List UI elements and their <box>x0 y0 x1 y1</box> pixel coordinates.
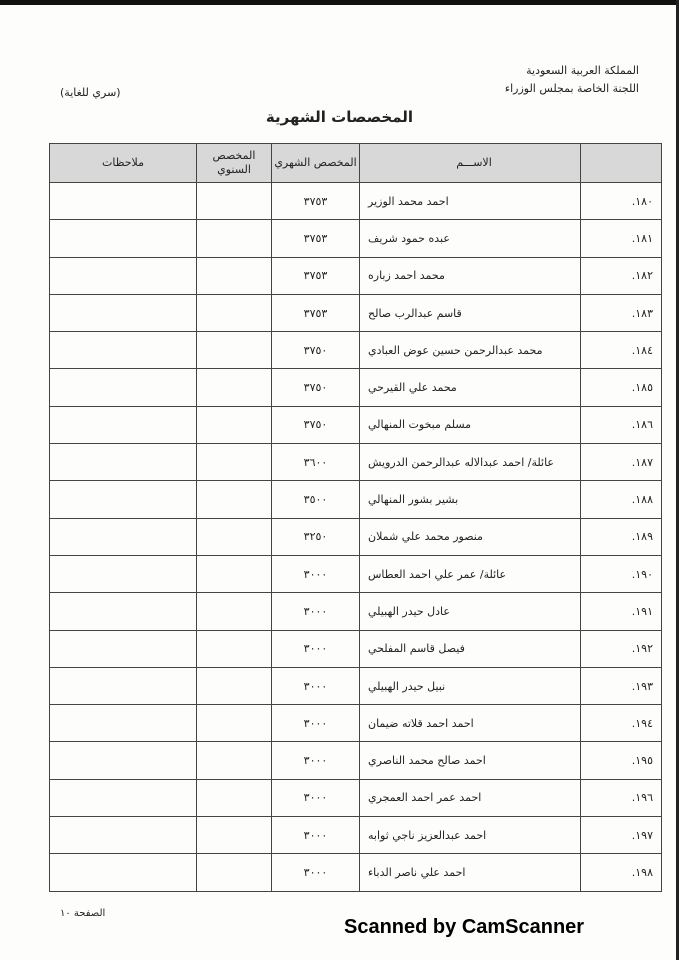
row-number: ١٨٧. <box>581 444 662 481</box>
notes-cell <box>50 705 197 742</box>
annual-column-label: المخصص السنوي <box>212 149 256 176</box>
annual-allowance <box>197 667 272 704</box>
row-number: ١٩٠. <box>581 555 662 592</box>
row-number: ١٩٨. <box>581 854 662 891</box>
notes-cell <box>50 294 197 331</box>
annual-allowance <box>197 183 272 220</box>
annual-allowance <box>197 593 272 630</box>
kingdom-line: المملكة العربية السعودية <box>526 64 639 77</box>
notes-cell <box>50 257 197 294</box>
monthly-allowance: ٣٠٠٠ <box>272 742 360 779</box>
annual-allowance <box>197 294 272 331</box>
row-number: ١٩٥. <box>581 742 662 779</box>
notes-cell <box>50 481 197 518</box>
annual-allowance <box>197 779 272 816</box>
monthly-allowance: ٣٥٠٠ <box>272 481 360 518</box>
annual-allowance <box>197 406 272 443</box>
monthly-allowance: ٣٠٠٠ <box>272 705 360 742</box>
person-name: عبده حمود شريف <box>360 220 581 257</box>
monthly-column-header <box>272 144 360 183</box>
notes-cell <box>50 593 197 630</box>
scanner-watermark: Scanned by CamScanner <box>344 916 585 938</box>
row-number: ١٨٤. <box>581 332 662 369</box>
monthly-column-label: المخصص الشهري <box>274 156 357 169</box>
row-number: ١٨٢. <box>581 257 662 294</box>
annual-allowance <box>197 220 272 257</box>
row-number: ١٩٧. <box>581 817 662 854</box>
row-number: ١٩٤. <box>581 705 662 742</box>
top-scan-edge <box>0 0 679 5</box>
row-number: ١٨٥. <box>581 369 662 406</box>
annual-allowance <box>197 705 272 742</box>
monthly-allowance: ٣٧٥٣ <box>272 183 360 220</box>
table-row <box>50 481 662 518</box>
annual-allowance <box>197 630 272 667</box>
monthly-allowance: ٣٧٥٠ <box>272 369 360 406</box>
monthly-allowance: ٣٦٠٠ <box>272 444 360 481</box>
row-number: ١٩١. <box>581 593 662 630</box>
row-number: ١٨٦. <box>581 406 662 443</box>
person-name: عائلة/ عمر علي احمد العطاس <box>360 555 581 592</box>
notes-cell <box>50 183 197 220</box>
table-row <box>50 518 662 555</box>
committee-line: اللجنة الخاصة بمجلس الوزراء <box>504 82 639 95</box>
table-row <box>50 555 662 592</box>
table-row <box>50 294 662 331</box>
notes-cell <box>50 667 197 704</box>
monthly-allowance: ٣٠٠٠ <box>272 630 360 667</box>
table-header-row <box>50 144 662 183</box>
annual-allowance <box>197 444 272 481</box>
monthly-allowance: ٣٢٥٠ <box>272 518 360 555</box>
row-number: ١٩٢. <box>581 630 662 667</box>
name-column-header: الاســـم <box>360 144 581 183</box>
number-column-header <box>581 144 662 183</box>
annual-allowance <box>197 555 272 592</box>
notes-cell <box>50 444 197 481</box>
monthly-allowance: ٣٧٥٣ <box>272 220 360 257</box>
monthly-allowance: ٣٠٠٠ <box>272 667 360 704</box>
notes-cell <box>50 742 197 779</box>
page-number: الصفحة ١٠ <box>60 908 106 919</box>
person-name: احمد احمد قلاته ضيمان <box>360 705 581 742</box>
table-row <box>50 332 662 369</box>
table-row <box>50 369 662 406</box>
row-number: ١٨٠. <box>581 183 662 220</box>
row-number: ١٨٩. <box>581 518 662 555</box>
notes-cell <box>50 817 197 854</box>
annual-allowance <box>197 369 272 406</box>
annual-allowance <box>197 518 272 555</box>
monthly-allowance: ٣٧٥٠ <box>272 406 360 443</box>
annual-allowance <box>197 332 272 369</box>
notes-cell <box>50 406 197 443</box>
person-name: محمد احمد زباره <box>360 257 581 294</box>
row-number: ١٩٣. <box>581 667 662 704</box>
annual-column-header <box>197 144 272 183</box>
annual-allowance <box>197 481 272 518</box>
monthly-allowance: ٣٧٥٠ <box>272 332 360 369</box>
monthly-allowance: ٣٠٠٠ <box>272 854 360 891</box>
person-name: منصور محمد علي شملان <box>360 518 581 555</box>
monthly-allowance: ٣٠٠٠ <box>272 817 360 854</box>
annual-allowance <box>197 854 272 891</box>
table-row <box>50 705 662 742</box>
person-name: عادل حيدر الهبيلي <box>360 593 581 630</box>
notes-cell <box>50 518 197 555</box>
monthly-allowance: ٣٠٠٠ <box>272 593 360 630</box>
table-row <box>50 817 662 854</box>
classification-label: (سري للغاية) <box>60 86 121 99</box>
table-row <box>50 257 662 294</box>
person-name: احمد علي ناصر الدباء <box>360 854 581 891</box>
person-name: نبيل حيدر الهبيلي <box>360 667 581 704</box>
row-number: ١٨٣. <box>581 294 662 331</box>
row-number: ١٩٦. <box>581 779 662 816</box>
person-name: احمد صالح محمد الناصري <box>360 742 581 779</box>
row-number: ١٨٨. <box>581 481 662 518</box>
monthly-allowance: ٣٠٠٠ <box>272 779 360 816</box>
table-row <box>50 854 662 891</box>
person-name: احمد عبدالعزيز ناجي ثوابه <box>360 817 581 854</box>
annual-allowance <box>197 742 272 779</box>
monthly-allowance: ٣٧٥٣ <box>272 257 360 294</box>
notes-cell <box>50 630 197 667</box>
person-name: احمد محمد الوزير <box>360 183 581 220</box>
allowances-table <box>49 143 662 892</box>
notes-column-header: ملاحظات <box>50 144 197 183</box>
table-row <box>50 183 662 220</box>
person-name: محمد علي القيرحي <box>360 369 581 406</box>
notes-cell <box>50 779 197 816</box>
monthly-allowance: ٣٠٠٠ <box>272 555 360 592</box>
person-name: مسلم مبخوت المنهالي <box>360 406 581 443</box>
person-name: محمد عبدالرحمن حسين عوض العبادي <box>360 332 581 369</box>
table-row <box>50 779 662 816</box>
document-title: المخصصات الشهرية <box>265 108 414 126</box>
person-name: بشير بشور المنهالي <box>360 481 581 518</box>
row-number: ١٨١. <box>581 220 662 257</box>
monthly-allowance: ٣٧٥٣ <box>272 294 360 331</box>
letterhead <box>505 62 639 98</box>
notes-cell <box>50 555 197 592</box>
table-row <box>50 220 662 257</box>
notes-cell <box>50 369 197 406</box>
person-name: احمد عمر احمد العمجري <box>360 779 581 816</box>
person-name: عائلة/ احمد عبدالاله عبدالرحمن الدرويش <box>360 444 581 481</box>
notes-cell <box>50 854 197 891</box>
table-body <box>50 183 662 892</box>
annual-allowance <box>197 257 272 294</box>
annual-allowance <box>197 817 272 854</box>
notes-cell <box>50 332 197 369</box>
table-row <box>50 593 662 630</box>
person-name: قاسم عبدالرب صالح <box>360 294 581 331</box>
table-row <box>50 667 662 704</box>
table-row <box>50 630 662 667</box>
table-row <box>50 406 662 443</box>
person-name: فيصل قاسم المفلحي <box>360 630 581 667</box>
notes-cell <box>50 220 197 257</box>
table-row <box>50 742 662 779</box>
table-row <box>50 444 662 481</box>
